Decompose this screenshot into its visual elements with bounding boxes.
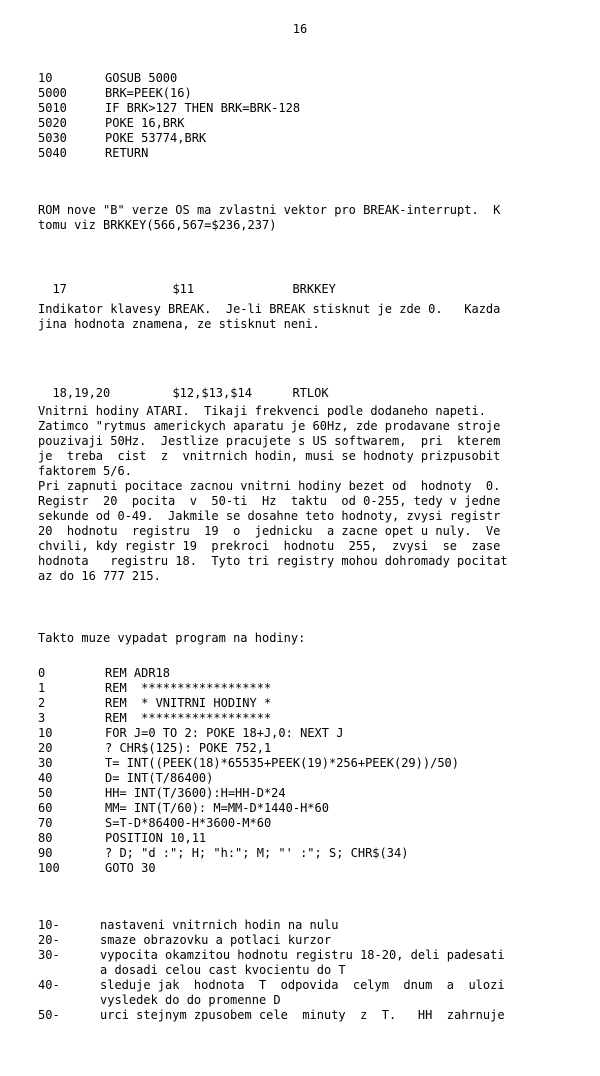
register-number: 18,19,20 [52,386,111,400]
code-line [38,116,568,131]
register-17-heading [38,267,568,297]
code-line [38,711,568,726]
line-number: 100 [38,861,60,875]
line-number: 1 [38,681,46,695]
line-number: 10 [38,726,53,740]
line-code: T= INT((PEEK(18)*65535+PEEK(19)*256+PEEK(29))/50) [105,756,460,770]
note-text: urci stejnym zpusobem cele minuty z T. HH zahrnuje [100,1008,505,1022]
line-number: 5020 [38,116,67,130]
register-number: 17 [52,282,67,296]
line-number: 3 [38,711,46,725]
code-line [38,771,568,786]
rom-note: ROM nove "B" verze OS ma zvlastni vektor pro BREAK-interrupt. K tomu viz BRKKEY(566,567=$236,237) [38,203,501,232]
note-line-number: 40- [38,978,60,992]
register-hex: $12,$13,$14 [172,386,252,400]
note-item [38,918,568,933]
line-code: ? CHR$(125): POKE 752,1 [105,741,272,755]
line-code: REM ****************** [105,711,272,725]
line-code: REM ADR18 [105,666,171,680]
code-line [38,846,568,861]
code-line [38,816,568,831]
line-number: 80 [38,831,53,845]
line-code: GOSUB 5000 [105,71,178,85]
line-code: IF BRK>127 THEN BRK=BRK-128 [105,101,301,115]
code-line [38,101,568,116]
line-number: 30 [38,756,53,770]
code-line [38,726,568,741]
code-line [38,786,568,801]
code-line [38,131,568,146]
line-code: POKE 53774,BRK [105,131,207,145]
line-code: RETURN [105,146,149,160]
page-number: 16 [292,22,308,36]
line-number: 20 [38,741,53,755]
note-text: nastaveni vnitrnich hodin na nulu [100,918,339,932]
rtlok-heading [38,371,568,401]
code-listing-clock [38,666,568,876]
note-line-number: 30- [38,948,60,962]
note-line-number: 10- [38,918,60,932]
code-line [38,696,568,711]
line-code: POKE 16,BRK [105,116,185,130]
note-text: sleduje jak hodnota T odpovida celym dnum a ulozi vysledek do do promenne D [100,978,505,1007]
line-code: FOR J=0 TO 2: POKE 18+J,0: NEXT J [105,726,344,740]
note-text: smaze obrazovku a potlaci kurzor [100,933,332,947]
line-number: 10 [38,71,53,85]
line-number: 70 [38,816,53,830]
line-code: ? D; "d :"; H; "h:"; M; "' :"; S; CHR$(34) [105,846,409,860]
line-number: 5010 [38,101,67,115]
line-number: 60 [38,801,53,815]
note-item [38,933,568,948]
code-line [38,861,568,876]
code-line [38,741,568,756]
rtlok-description: Vnitrni hodiny ATARI. Tikaji frekvenci podle dodaneho napeti. Zatimco "rytmus americkych aparatu je 60Hz, zde prodavane stroje pouzivaji 50Hz. Jestlize pracujete s US softwarem, pri kterem je treba cist z vnitrnich hodin, musi se hodnoty prizpusobit faktorem 5/6. Pri zapnuti pocitace zacnou vnitrni hodiny bezet od hodnoty 0. Registr 20 pocita v 50-ti Hz taktu od 0-255, tedy v jedne sekunde od 0-49. Jakmile se dosahne teto hodnoty, zvysi registr 20 hodnotu registru 19 o jednicku a zacne opet u nuly. Ve chvili, kdy registr 19 prekroci hodnotu 255, zvysi se zase hodnota registru 18. Tyto tri registry mohou dohromady pocitat az do 16 777 215. [38,404,508,583]
line-number: 0 [38,666,46,680]
line-code: HH= INT(T/3600):H=HH-D*24 [105,786,286,800]
note-line-number: 20- [38,933,60,947]
line-code: REM * VNITRNI HODINY * [105,696,272,710]
register-hex: $11 [172,282,195,296]
line-number: 2 [38,696,46,710]
line-number: 50 [38,786,53,800]
program-notes [38,918,568,1023]
register-name: BRKKEY [292,282,336,296]
code-line [38,666,568,681]
code-line [38,681,568,696]
line-number: 5000 [38,86,67,100]
note-item [38,978,568,1008]
code-line [38,831,568,846]
note-item [38,1008,568,1023]
register-name: RTLOK [292,386,329,400]
line-number: 40 [38,771,53,785]
note-item [38,948,568,978]
line-code: D= INT(T/86400) [105,771,214,785]
code-line [38,86,568,101]
line-code: BRK=PEEK(16) [105,86,192,100]
code-line [38,71,568,86]
line-code: REM ****************** [105,681,272,695]
code-line [38,146,568,161]
line-number: 90 [38,846,53,860]
program-intro: Takto muze vypadat program na hodiny: [38,631,306,645]
line-code: POSITION 10,11 [105,831,207,845]
line-number: 5040 [38,146,67,160]
note-line-number: 50- [38,1008,60,1022]
code-line [38,756,568,771]
line-code: GOTO 30 [105,861,156,875]
line-code: MM= INT(T/60): M=MM-D*1440-H*60 [105,801,329,815]
note-text: vypocita okamzitou hodnotu registru 18-20, deli padesati a dosadi celou cast kvocientu do T [100,948,505,977]
line-number: 5030 [38,131,67,145]
code-line [38,801,568,816]
register-17-description: Indikator klavesy BREAK. Je-li BREAK stisknut je zde 0. Kazda jina hodnota znamena, ze stisknut neni. [38,302,501,331]
line-code: S=T-D*86400-H*3600-M*60 [105,816,272,830]
code-listing-brk [38,71,568,161]
